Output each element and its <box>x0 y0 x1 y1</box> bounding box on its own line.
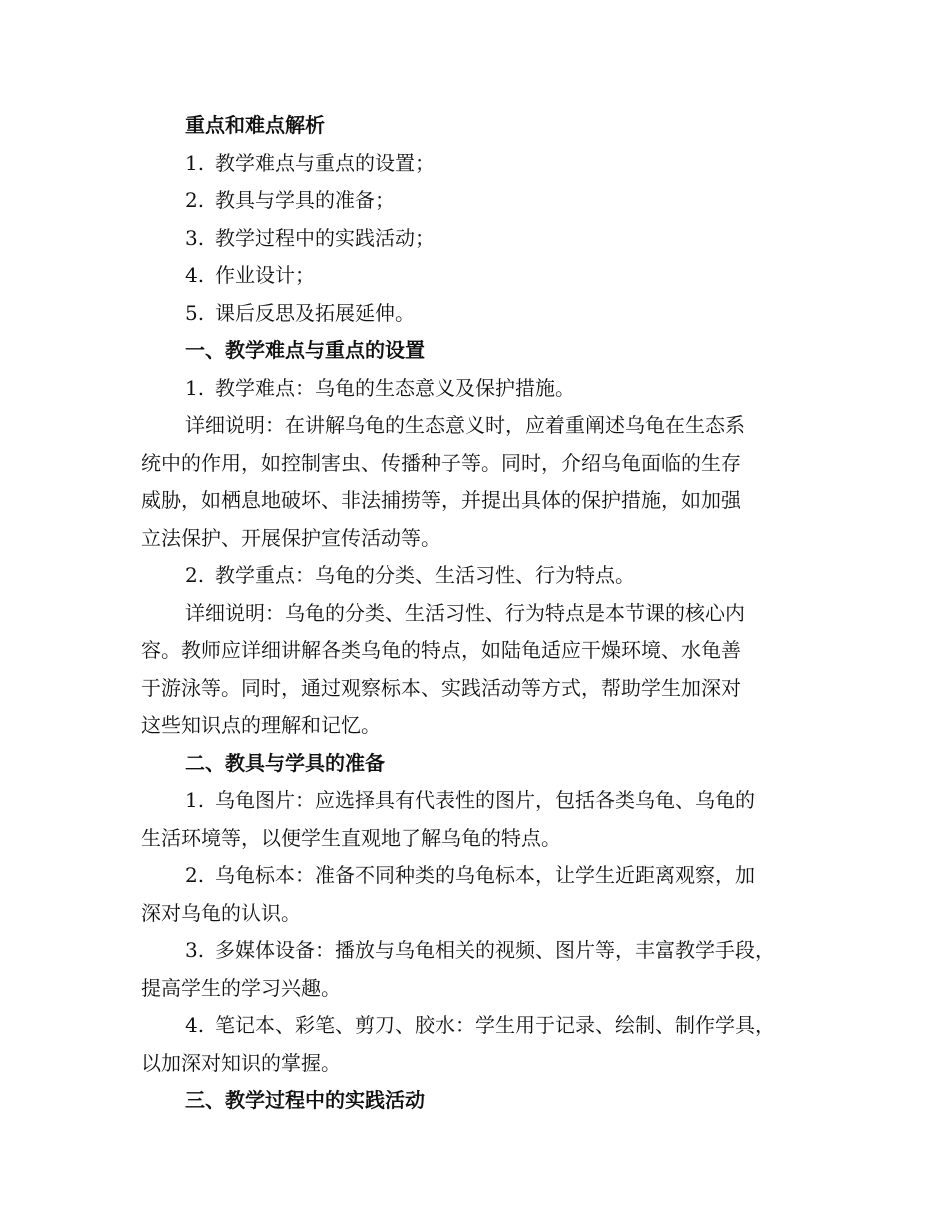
section-2-item-2-line-2: 深对乌龟的认识。 <box>141 900 301 925</box>
outline-item-5 <box>141 295 811 333</box>
detail-1-line-3: 威胁，如栖息地破坏、非法捕捞等，并提出具体的保护措施，如加强 <box>141 488 741 512</box>
outline-num: 5. <box>185 300 205 325</box>
item-num: 3. <box>185 938 205 962</box>
outline-item-3 <box>141 220 811 258</box>
detail-2-line-1: 详细说明：乌龟的分类、生活习性、行为特点是本节课的核心内 <box>185 600 745 625</box>
section-2-item-3-line-1 <box>141 932 811 970</box>
detail-2-line-3: 于游泳等。同时，通过观察标本、实践活动等方式，帮助学生加深对 <box>141 675 741 700</box>
item-num: 2. <box>185 563 205 587</box>
section-2-heading: 二、教具与学具的准备 <box>185 750 385 775</box>
document-body <box>141 107 811 1120</box>
outline-num: 2. <box>185 188 205 212</box>
outline-item-4 <box>141 257 811 295</box>
document-title: 重点和难点解析 <box>185 113 325 137</box>
outline-item-1 <box>141 145 811 183</box>
detail-2-line-4: 这些知识点的理解和记忆。 <box>141 713 381 737</box>
item-text: 教学重点：乌龟的分类、生活习性、行为特点。 <box>215 563 635 587</box>
outline-text: 教学过程中的实践活动； <box>215 225 435 250</box>
section-2-item-1-line-1 <box>141 782 811 820</box>
outline-num: 1. <box>185 150 205 175</box>
detail-1-line-2: 统中的作用，如控制害虫、传播种子等。同时，介绍乌龟面临的生存 <box>141 450 741 475</box>
outline-item-2 <box>141 182 811 220</box>
outline-num: 4. <box>185 263 205 287</box>
section-1-heading: 一、教学难点与重点的设置 <box>185 338 425 362</box>
item-text: 多媒体设备：播放与乌龟相关的视频、图片等，丰富教学手段， <box>215 938 775 962</box>
item-num: 1. <box>185 788 205 812</box>
outline-text: 作业设计； <box>215 263 315 287</box>
item-text: 乌龟标本：准备不同种类的乌龟标本，让学生近距离观察，加 <box>215 863 755 887</box>
section-1-item-1 <box>141 370 811 408</box>
item-num: 4. <box>185 1013 205 1037</box>
detail-1-line-4: 立法保护、开展保护宣传活动等。 <box>141 525 441 550</box>
item-text: 乌龟图片：应选择具有代表性的图片，包括各类乌龟、乌龟的 <box>215 788 755 812</box>
detail-2-line-2: 容。教师应详细讲解各类乌龟的特点，如陆龟适应干燥环境、水龟善 <box>141 638 741 662</box>
section-2-item-4-line-1 <box>141 1007 811 1045</box>
outline-num: 3. <box>185 225 205 250</box>
section-3-heading: 三、教学过程中的实践活动 <box>185 1088 425 1112</box>
section-2-item-4-line-2: 以加深对知识的掌握。 <box>141 1050 341 1075</box>
outline-text: 教具与学具的准备； <box>215 188 395 212</box>
item-num: 1. <box>185 375 205 400</box>
detail-1-line-1: 详细说明：在讲解乌龟的生态意义时，应着重阐述乌龟在生态系 <box>185 413 745 437</box>
section-2-item-2-line-1 <box>141 857 811 895</box>
outline-text: 教学难点与重点的设置； <box>215 150 435 175</box>
section-2-item-3-line-2: 提高学生的学习兴趣。 <box>141 975 341 1000</box>
outline-text: 课后反思及拓展延伸。 <box>215 300 415 325</box>
item-text: 笔记本、彩笔、剪刀、胶水：学生用于记录、绘制、制作学具， <box>215 1013 775 1037</box>
section-2-item-1-line-2: 生活环境等，以便学生直观地了解乌龟的特点。 <box>141 825 561 850</box>
item-text: 教学难点：乌龟的生态意义及保护措施。 <box>215 375 575 400</box>
section-1-item-2 <box>141 557 811 595</box>
item-num: 2. <box>185 863 205 887</box>
